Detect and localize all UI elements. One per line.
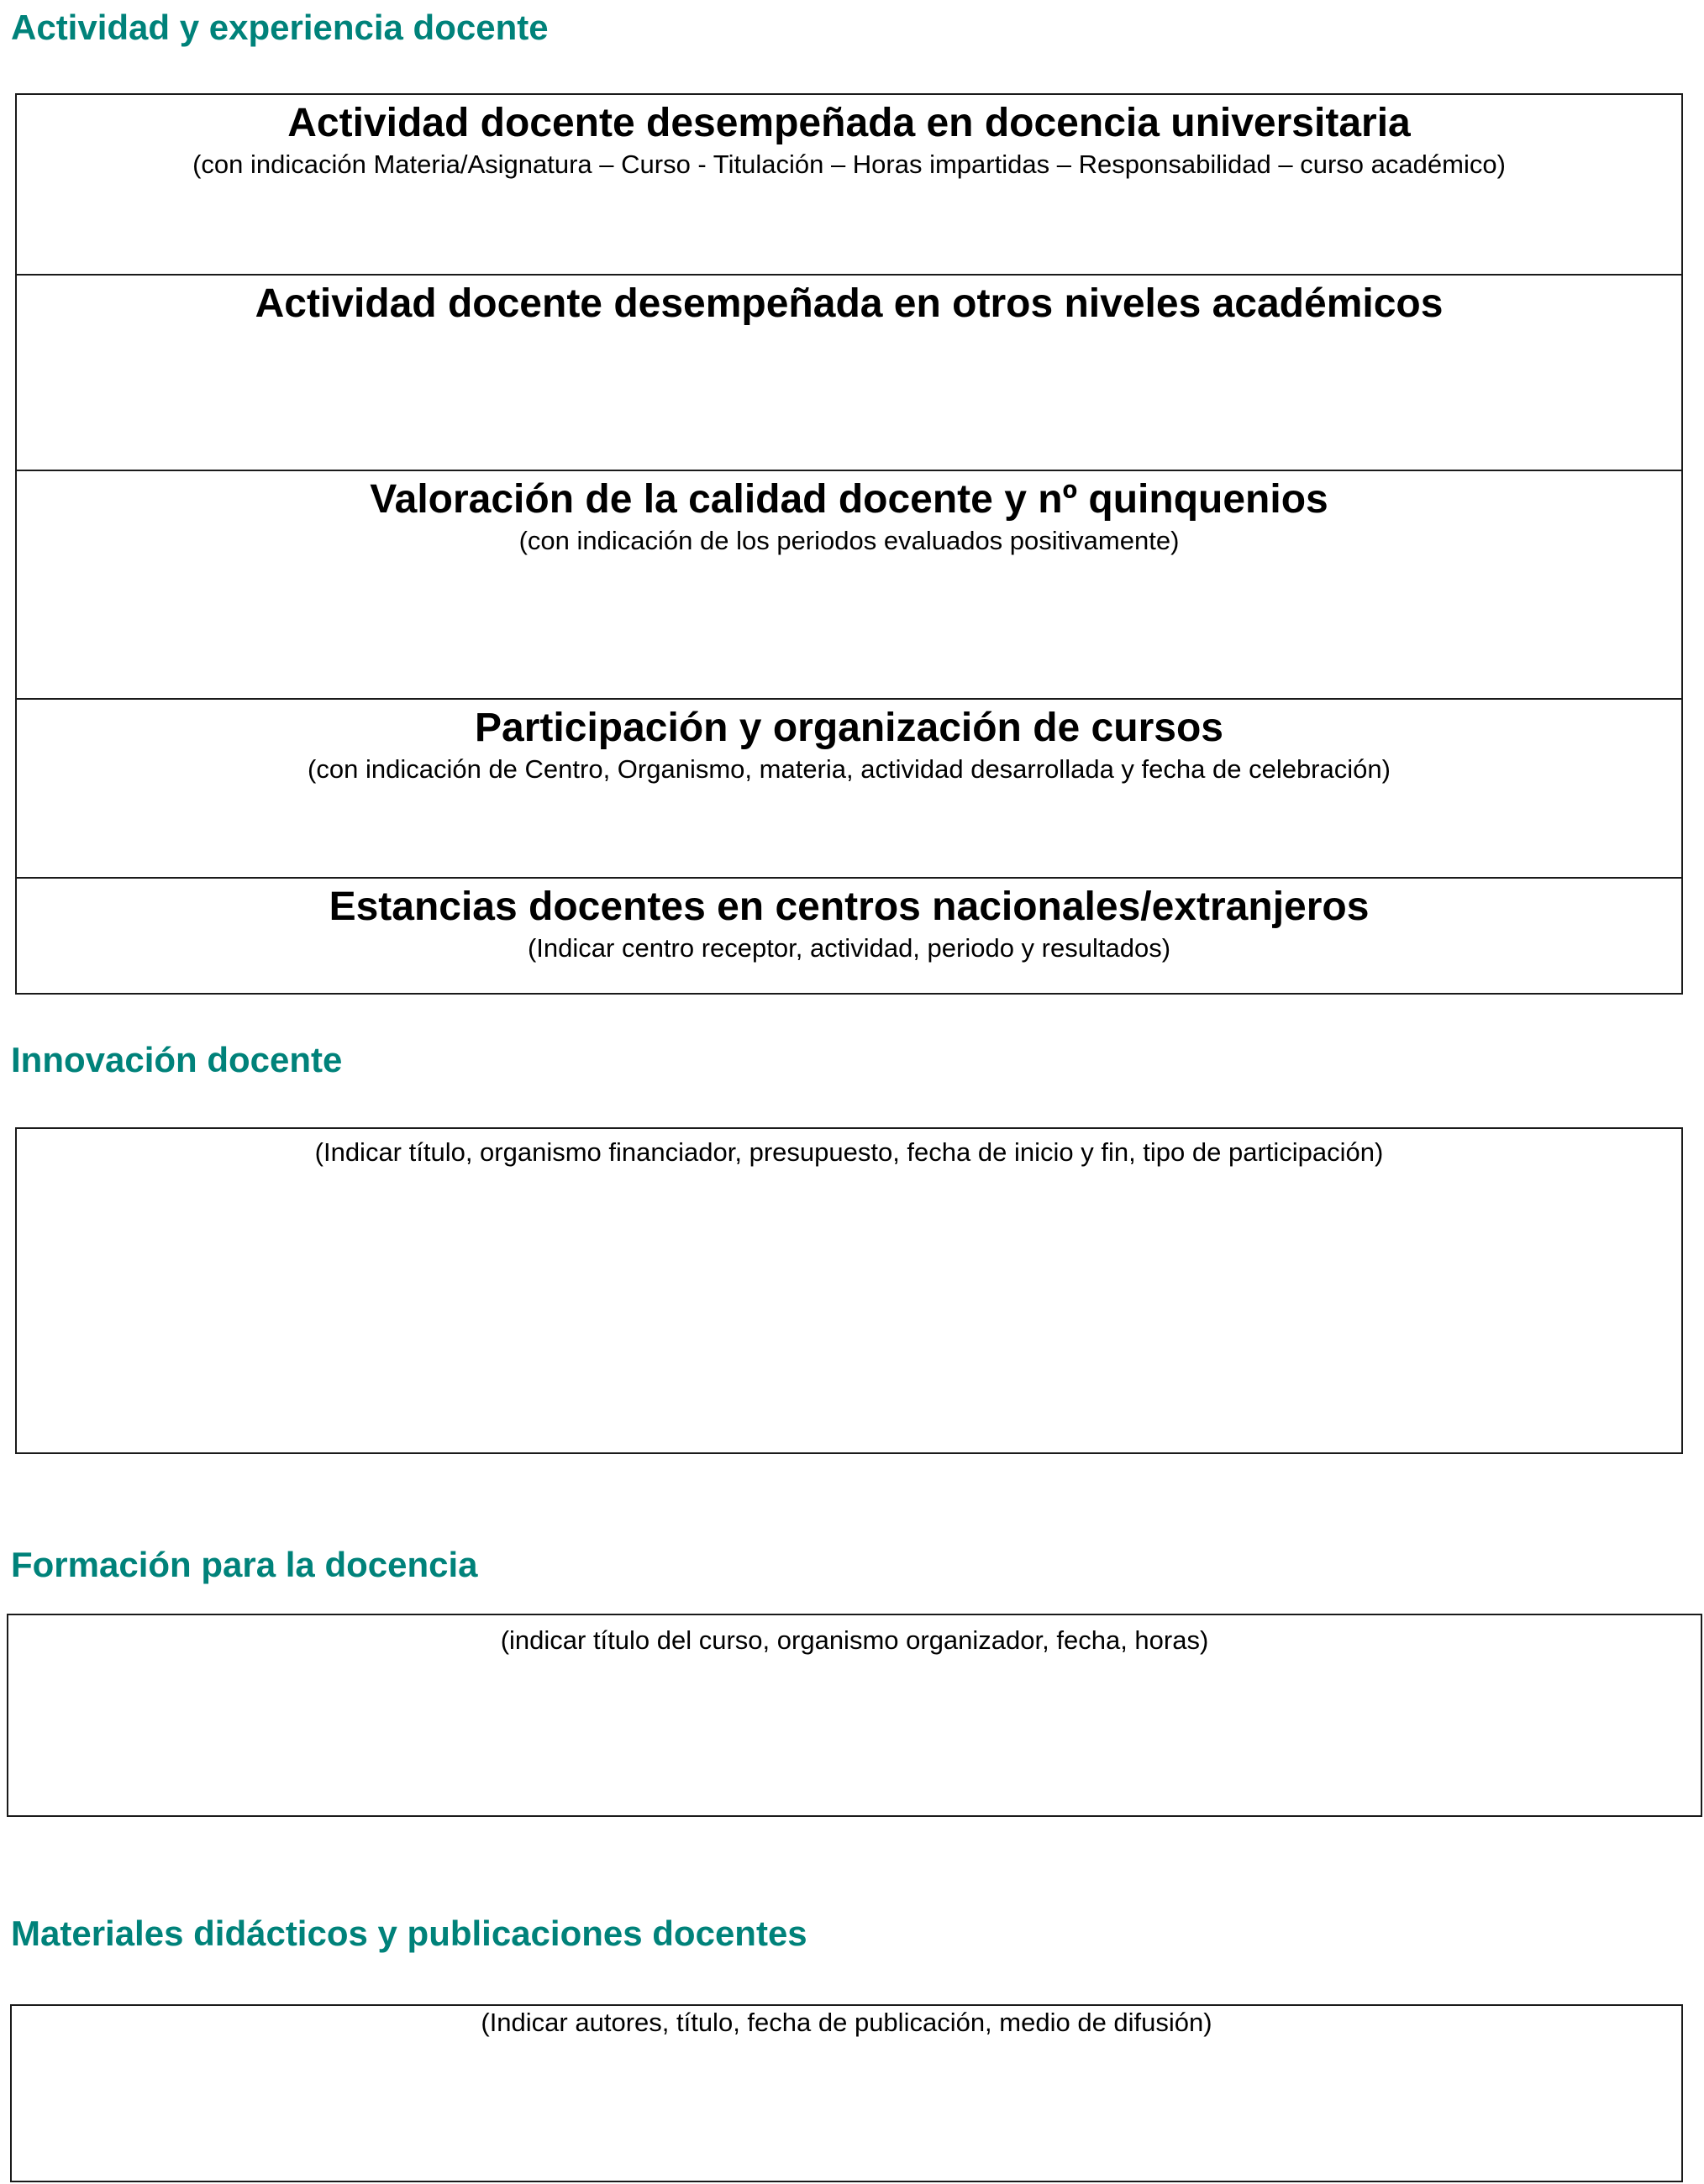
innovacion-entry-area[interactable]: [17, 1179, 1681, 1452]
row-docencia-universitaria[interactable]: [17, 95, 1681, 274]
materiales-box[interactable]: [10, 2004, 1683, 2182]
row-participacion-cursos[interactable]: [17, 698, 1681, 877]
formacion-box[interactable]: [7, 1614, 1702, 1817]
row-hint: (con indicación Materia/Asignatura – Curso - Titulación – Horas impartidas – Responsabilidad – curso académico): [192, 150, 1506, 179]
section-heading-materiales: Materiales didácticos y publicaciones docentes: [11, 1914, 807, 1953]
innovacion-hint: (Indicar título, organismo financiador, presupuesto, fecha de inicio y fin, tipo de participación): [314, 1137, 1384, 1167]
materiales-entry-area[interactable]: [12, 2048, 1681, 2181]
section-heading-formacion: Formación para la docencia: [11, 1545, 478, 1584]
formacion-hint: (indicar título del curso, organismo organizador, fecha, horas): [500, 1625, 1209, 1655]
section-heading-actividad: Actividad y experiencia docente: [11, 8, 549, 47]
row-otros-niveles[interactable]: [17, 274, 1681, 470]
materiales-hint: (Indicar autores, título, fecha de publicación, medio de difusión): [481, 2008, 1212, 2037]
row-title: Valoración de la calidad docente y nº quinquenios: [370, 477, 1328, 522]
section-heading-innovacion: Innovación docente: [11, 1040, 343, 1079]
innovacion-box[interactable]: [15, 1127, 1683, 1454]
row-title: Estancias docentes en centros nacionales/extranjeros: [329, 885, 1370, 929]
row-hint: (Indicar centro receptor, actividad, periodo y resultados): [527, 933, 1171, 963]
row-title: Participación y organización de cursos: [475, 706, 1223, 750]
row-hint: (con indicación de los periodos evaluados positivamente): [518, 526, 1180, 555]
row-title: Actividad docente desempeñada en otros niveles académicos: [255, 281, 1444, 326]
row-calidad-docente[interactable]: [17, 470, 1681, 698]
row-estancias-docentes[interactable]: [17, 877, 1681, 995]
formacion-entry-area[interactable]: [8, 1666, 1701, 1815]
actividad-docente-table: [15, 93, 1683, 995]
row-hint: (con indicación de Centro, Organismo, materia, actividad desarrollada y fecha de celebración): [308, 754, 1391, 784]
row-title: Actividad docente desempeñada en docencia universitaria: [287, 101, 1411, 145]
